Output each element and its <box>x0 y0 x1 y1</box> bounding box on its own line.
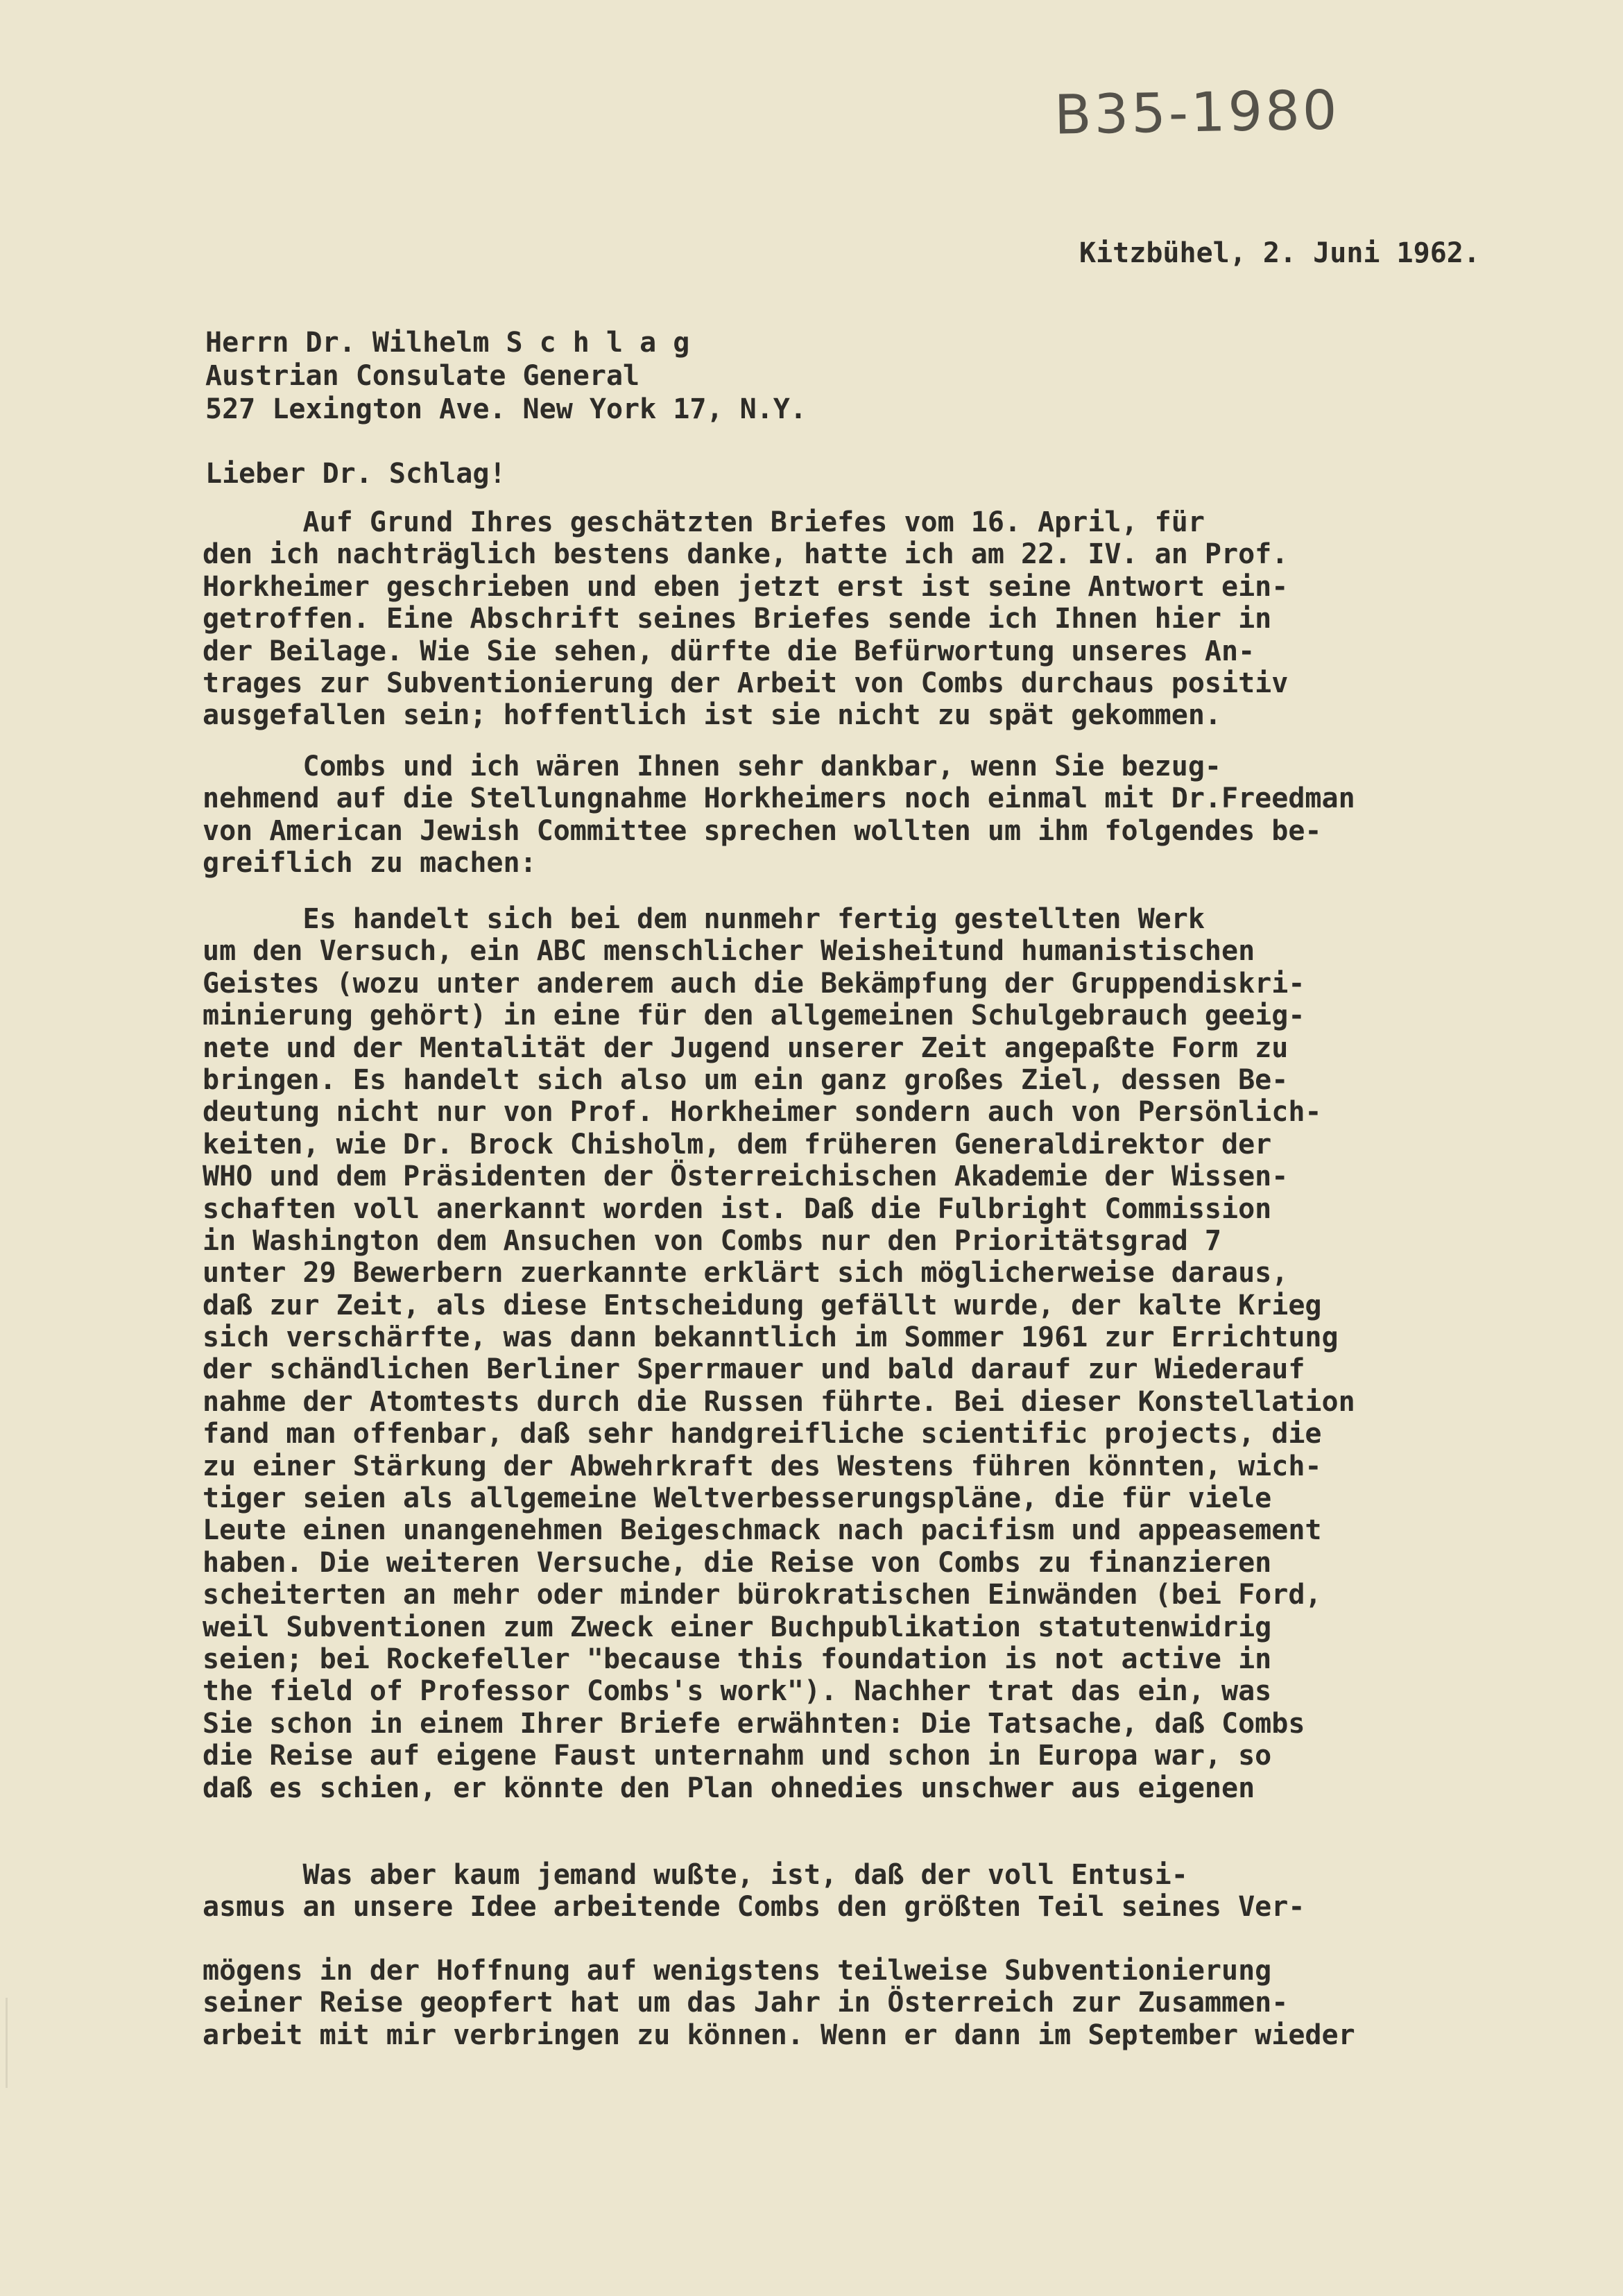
text-line: nahme der Atomtests durch die Russen führte. Bei dieser Konstellation <box>203 1385 1355 1418</box>
text-line: unter 29 Bewerbern zuerkannte erklärt sich möglicherweise daraus, <box>203 1257 1289 1290</box>
text-line: Horkheimer geschrieben und eben jetzt erst ist seine Antwort ein- <box>203 570 1289 603</box>
text-line: Sie schon in einem Ihrer Briefe erwähnten: Die Tatsache, daß Combs <box>203 1707 1305 1740</box>
text-line: Was aber kaum jemand wußte, ist, daß der voll Entusi- <box>203 1859 1188 1891</box>
text-line: um den Versuch, ein ABC menschlicher Weisheitund humanistischen <box>203 935 1255 968</box>
text-line: keiten, wie Dr. Brock Chisholm, dem früheren Generaldirektor der <box>203 1128 1272 1160</box>
text-line: schaften voll anerkannt worden ist. Daß die Fulbright Commission <box>203 1192 1272 1225</box>
date-line: Kitzbühel, 2. Juni 1962. <box>1079 237 1480 269</box>
text-line: haben. Die weiteren Versuche, die Reise von Combs zu finanzieren <box>203 1546 1272 1579</box>
text-line: den ich nachträglich bestens danke, hatte ich am 22. IV. an Prof. <box>203 538 1289 571</box>
salutation: Lieber Dr. Schlag! <box>205 458 506 490</box>
text-line: Combs und ich wären Ihnen sehr dankbar, wenn Sie bezug- <box>203 751 1222 782</box>
paragraph-2 <box>203 751 1355 880</box>
text-line: weil Subventionen zum Zweck einer Buchpublikation statutenwidrig <box>203 1611 1272 1643</box>
text-line: Geistes (wozu unter anderem auch die Bekämpfung der Gruppendiskri- <box>203 967 1305 1000</box>
text-line: in Washington dem Ansuchen von Combs nur den Prioritätsgrad 7 <box>203 1224 1222 1257</box>
text-line: die Reise auf eigene Faust unternahm und schon in Europa war, so <box>203 1740 1272 1772</box>
address-line: Austrian Consulate General <box>205 360 640 392</box>
paragraph-4 <box>203 1859 1305 1924</box>
text-line: daß es schien, er könnte den Plan ohnedies unschwer aus eigenen <box>203 1772 1255 1804</box>
text-line: bringen. Es handelt sich also um ein ganz großes Ziel, dessen Be- <box>203 1063 1289 1096</box>
text-line: deutung nicht nur von Prof. Horkheimer sondern auch von Persönlich- <box>203 1096 1322 1129</box>
text-line: asmus an unsere Idee arbeitende Combs den größten Teil seines Ver- <box>203 1891 1305 1924</box>
paragraph-5 <box>203 1955 1355 2051</box>
text-line: minierung gehört) in eine für den allgemeinen Schulgebrauch geeig- <box>203 1000 1305 1032</box>
address-line: 527 Lexington Ave. New York 17, N.Y. <box>205 393 807 425</box>
text-line: von American Jewish Committee sprechen wollten um ihm folgendes be- <box>203 814 1322 847</box>
text-line: sich verschärfte, was dann bekanntlich im Sommer 1961 zur Errichtung <box>203 1321 1339 1354</box>
text-line: arbeit mit mir verbringen zu können. Wenn er dann im September wieder <box>203 2019 1355 2051</box>
text-line: fand man offenbar, daß sehr handgreifliche scientific projects, die <box>203 1418 1322 1450</box>
archive-number-handwritten: B35-1980 <box>1054 79 1341 147</box>
text-line: seiner Reise geopfert hat um das Jahr in Österreich zur Zusammen- <box>203 1987 1289 2019</box>
recipient-address <box>205 326 807 426</box>
text-line: tiger seien als allgemeine Weltverbesserungspläne, die für viele <box>203 1482 1272 1515</box>
text-line: scheiterten an mehr oder minder bürokratischen Einwänden (bei Ford, <box>203 1579 1322 1611</box>
text-line: nete und der Mentalität der Jugend unserer Zeit angepaßte Form zu <box>203 1031 1289 1064</box>
text-line: the field of Professor Combs's work"). Nachher trat das ein, was <box>203 1675 1272 1708</box>
text-line: der schändlichen Berliner Sperrmauer und bald darauf zur Wiederauf <box>203 1353 1305 1386</box>
text-line: WHO und dem Präsidenten der Österreichischen Akademie der Wissen- <box>203 1160 1289 1193</box>
text-line: Leute einen unangenehmen Beigeschmack nach pacifism und appeasement <box>203 1514 1322 1547</box>
text-line: mögens in der Hoffnung auf wenigstens teilweise Subventionierung <box>203 1955 1272 1987</box>
paper-show-through <box>6 1998 91 2088</box>
address-line: Herrn Dr. Wilhelm S c h l a g <box>205 327 690 359</box>
paragraph-3 <box>203 903 1355 1804</box>
text-line: Es handelt sich bei dem nunmehr fertig gestellten Werk <box>203 903 1205 935</box>
text-line: trages zur Subventionierung der Arbeit von Combs durchaus positiv <box>203 667 1289 699</box>
text-line: nehmend auf die Stellungnahme Horkheimers noch einmal mit Dr.Freedman <box>203 782 1355 815</box>
paragraph-1 <box>203 506 1288 732</box>
text-line: getroffen. Eine Abschrift seines Briefes sende ich Ihnen hier in <box>203 603 1272 635</box>
text-line: ausgefallen sein; hoffentlich ist sie nicht zu spät gekommen. <box>203 699 1222 732</box>
text-line: der Beilage. Wie Sie sehen, dürfte die Befürwortung unseres An- <box>203 635 1255 667</box>
text-line: Auf Grund Ihres geschätzten Briefes vom 16. April, für <box>203 506 1205 538</box>
text-line: greiflich zu machen: <box>203 847 537 880</box>
text-line: daß zur Zeit, als diese Entscheidung gefällt wurde, der kalte Krieg <box>203 1289 1322 1321</box>
text-line: zu einer Stärkung der Abwehrkraft des Westens führen könnten, wich- <box>203 1450 1322 1482</box>
text-line: seien; bei Rockefeller "because this foundation is not active in <box>203 1643 1272 1675</box>
